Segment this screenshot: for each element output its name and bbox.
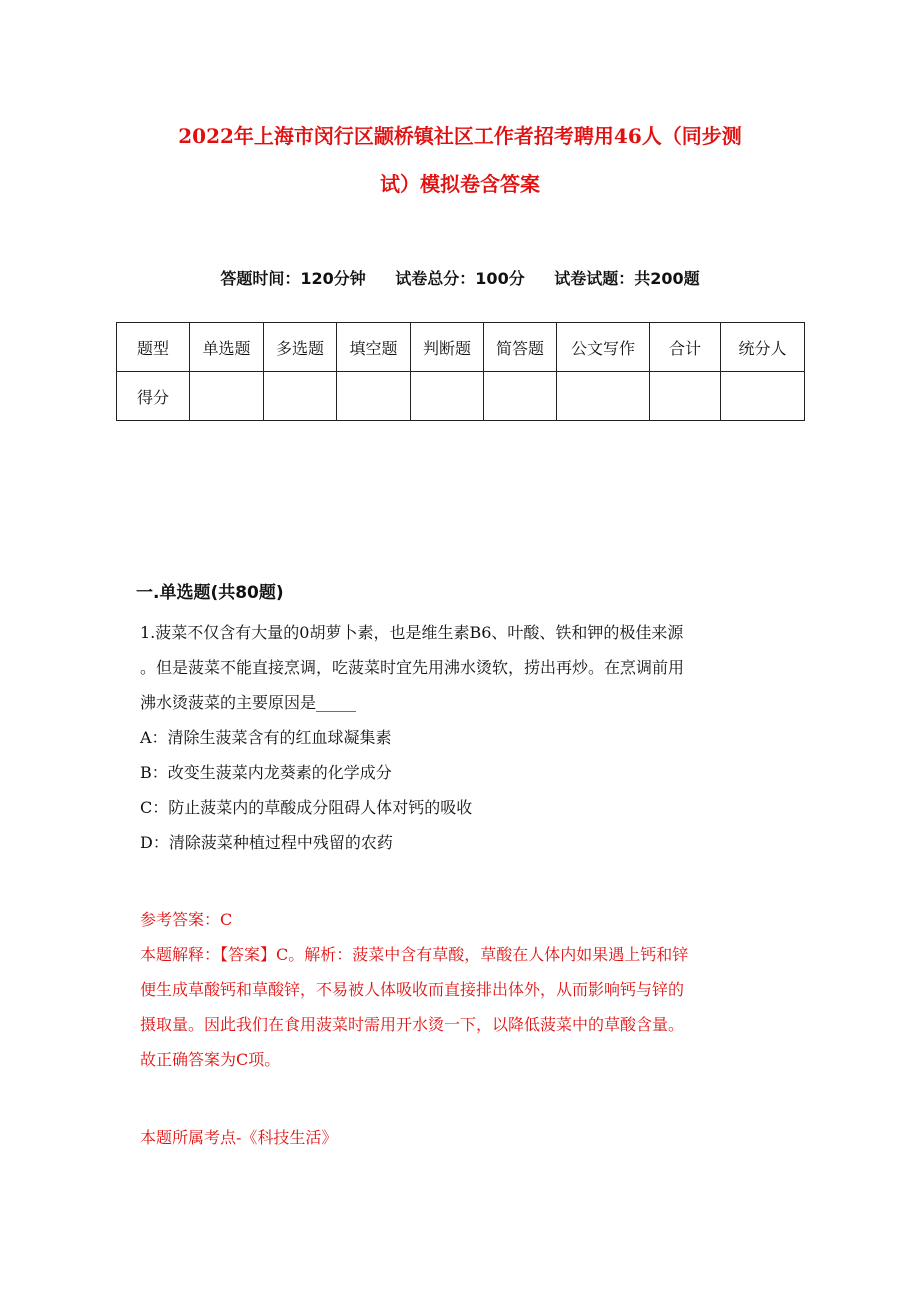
option-a: A：清除生菠菜含有的红血球凝集素: [140, 728, 392, 747]
score-header-cell: 多选题: [264, 323, 337, 372]
option-d: D：清除菠菜种植过程中残留的农药: [140, 833, 393, 852]
score-cell: [484, 372, 557, 421]
score-cell: [337, 372, 411, 421]
score-header-cell: 判断题: [411, 323, 484, 372]
score-cell: [557, 372, 650, 421]
exam-total-score: 试卷总分：100分: [395, 269, 525, 288]
explanation-line: 摄取量。因此我们在食用菠菜时需用开水烫一下，以降低菠菜中的草酸含量。: [140, 1015, 685, 1034]
document-title-line-2: 试）模拟卷含答案: [380, 172, 540, 196]
score-table: [116, 322, 805, 421]
section-heading: 一.单选题(共80题): [136, 583, 284, 603]
option-b: B：改变生菠菜内龙葵素的化学成分: [140, 763, 392, 782]
question-1: [140, 615, 780, 860]
question-stem-line: 1.菠菜不仅含有大量的0胡萝卜素，也是维生素B6、叶酸、铁和钾的极佳来源: [140, 623, 684, 642]
explanation-line: 本题解释：【答案】C。解析：菠菜中含有草酸，草酸在人体内如果遇上钙和锌: [140, 945, 689, 964]
score-table-header-row: [117, 323, 805, 372]
topic-line: 本题所属考点-《科技生活》: [140, 1128, 338, 1147]
option-c: C：防止菠菜内的草酸成分阻碍人体对钙的吸收: [140, 798, 473, 817]
score-header-cell: 统分人: [721, 323, 805, 372]
score-table-score-row: [117, 372, 805, 421]
score-cell: [721, 372, 805, 421]
question-stem-line: 沸水烫菠菜的主要原因是_____: [140, 693, 357, 712]
question-stem-line: 。但是菠菜不能直接烹调，吃菠菜时宜先用沸水烫软，捞出再炒。在烹调前用: [140, 658, 685, 677]
exam-time: 答题时间：120分钟: [220, 269, 366, 288]
reference-answer: 参考答案：C: [140, 910, 233, 929]
score-row-label: 得分: [117, 372, 190, 421]
score-header-cell: 合计: [650, 323, 721, 372]
score-header-cell: 单选题: [190, 323, 264, 372]
explanation-line: 故正确答案为C项。: [140, 1050, 281, 1069]
score-header-cell: 公文写作: [557, 323, 650, 372]
score-header-cell: 简答题: [484, 323, 557, 372]
score-cell: [650, 372, 721, 421]
answer-block: [140, 902, 780, 1077]
exam-meta: [0, 266, 920, 289]
score-header-cell: 题型: [117, 323, 190, 372]
score-cell: [411, 372, 484, 421]
explanation-line: 便生成草酸钙和草酸锌，不易被人体吸收而直接排出体外，从而影响钙与锌的: [140, 980, 685, 999]
score-header-cell: 填空题: [337, 323, 411, 372]
score-cell: [264, 372, 337, 421]
exam-question-count: 试卷试题：共200题: [554, 269, 700, 288]
document-title-line-1: 2022年上海市闵行区颛桥镇社区工作者招考聘用46人（同步测: [178, 124, 742, 148]
score-cell: [190, 372, 264, 421]
